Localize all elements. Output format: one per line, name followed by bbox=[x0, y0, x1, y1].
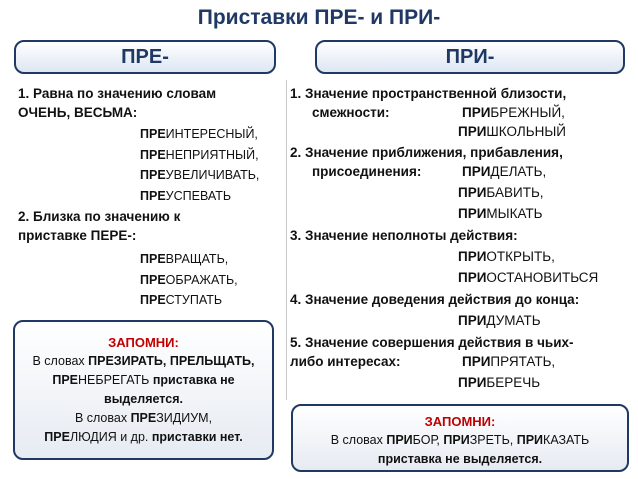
pri-item-1-line-2: смежности: ПРИБРЕЖНЫЙ, bbox=[312, 105, 565, 120]
page-title: Приставки ПРЕ- и ПРИ- bbox=[197, 6, 441, 29]
pre-examples-1 bbox=[18, 124, 283, 206]
pri-item-5-line-1: 5. Значение совершения действия в чьих- bbox=[290, 335, 574, 350]
example-word: ПРЕУВЕЛИЧИВАТЬ, bbox=[140, 168, 260, 182]
column-divider bbox=[286, 80, 287, 400]
example-word: ПРИПРЯТАТЬ, bbox=[462, 354, 556, 369]
example-word: ПРИБРЕЖНЫЙ, bbox=[462, 105, 565, 120]
example-word: ПРИДЕЛАТЬ, bbox=[462, 164, 547, 179]
pri-item-4-line-1: 4. Значение доведения действия до конца: bbox=[290, 292, 580, 307]
pri-item-2-line-2: присоединения: ПРИДЕЛАТЬ, bbox=[312, 164, 547, 179]
pre-item-1-line-1: 1. Равна по значению словам bbox=[18, 86, 217, 101]
pri-header-label: ПРИ- bbox=[445, 46, 495, 68]
pre-memo-line: ПРЕЛЮДИЯ и др. приставки нет. bbox=[44, 430, 243, 444]
pre-memo-line: выделяется. bbox=[104, 392, 183, 406]
pri-item-3-line-1: 3. Значение неполноты действия: bbox=[290, 228, 518, 243]
pri-item-1-line-1: 1. Значение пространственной близости, bbox=[290, 86, 567, 101]
example-word: ПРИБЕРЕЧЬ bbox=[458, 375, 541, 390]
example-word: ПРЕИНТЕРЕСНЫЙ, bbox=[140, 127, 258, 141]
example-word: ПРИБАВИТЬ, bbox=[458, 185, 544, 200]
pre-memo-line: В словах ПРЕЗИДИУМ, bbox=[74, 411, 213, 425]
pre-item-2-heading bbox=[18, 207, 283, 245]
example-word: ПРИОСТАНОВИТЬСЯ bbox=[458, 270, 599, 285]
pre-item-1-heading bbox=[18, 84, 283, 122]
pri-header bbox=[315, 40, 625, 74]
pri-memo-box bbox=[291, 404, 629, 472]
example-word: ПРИОТКРЫТЬ, bbox=[458, 249, 555, 264]
example-word: ПРЕВРАЩАТЬ, bbox=[140, 252, 229, 266]
pre-item-2-line-1: 2. Близка по значению к bbox=[18, 209, 181, 224]
pre-column bbox=[18, 84, 283, 311]
pri-item-2-line-1: 2. Значение приближения, прибавления, bbox=[290, 145, 563, 160]
pri-item-5-line-2: либо интересах: ПРИПРЯТАТЬ, bbox=[290, 354, 556, 369]
pre-header-label: ПРЕ- bbox=[121, 46, 169, 68]
pre-item-1-line-2: ОЧЕНЬ, ВЕСЬМА: bbox=[18, 105, 138, 120]
pri-column bbox=[290, 84, 630, 392]
example-word: ПРИШКОЛЬНЫЙ bbox=[458, 124, 566, 139]
example-word: ПРЕУСПЕВАТЬ bbox=[140, 188, 232, 203]
example-word: ПРЕНЕПРИЯТНЫЙ, bbox=[140, 147, 259, 162]
pre-memo-line: В словах ПРЕЗИРАТЬ, ПРЕЛЬЩАТЬ, bbox=[32, 354, 255, 368]
pri-memo-line: В словах ПРИБОР, ПРИЗРЕТЬ, ПРИКАЗАТЬ bbox=[330, 433, 590, 447]
example-word: ПРЕСТУПАТЬ bbox=[140, 293, 223, 307]
pre-item-2-line-2: приставке ПЕРЕ-: bbox=[18, 228, 137, 243]
pre-examples-2 bbox=[18, 249, 283, 311]
pre-memo-title: ЗАПОМНИ: bbox=[108, 335, 179, 350]
pri-memo-title: ЗАПОМНИ: bbox=[424, 414, 496, 429]
pri-memo-line: приставка не выделяется. bbox=[377, 452, 543, 466]
example-word: ПРЕОБРАЖАТЬ, bbox=[140, 272, 238, 287]
pre-memo-line: ПРЕНЕБРЕГАТЬ приставка не bbox=[52, 373, 235, 387]
pre-memo-box bbox=[13, 320, 274, 460]
example-word: ПРИДУМАТЬ bbox=[458, 313, 541, 328]
example-word: ПРИМЫКАТЬ bbox=[458, 206, 543, 221]
pre-header bbox=[14, 40, 276, 74]
